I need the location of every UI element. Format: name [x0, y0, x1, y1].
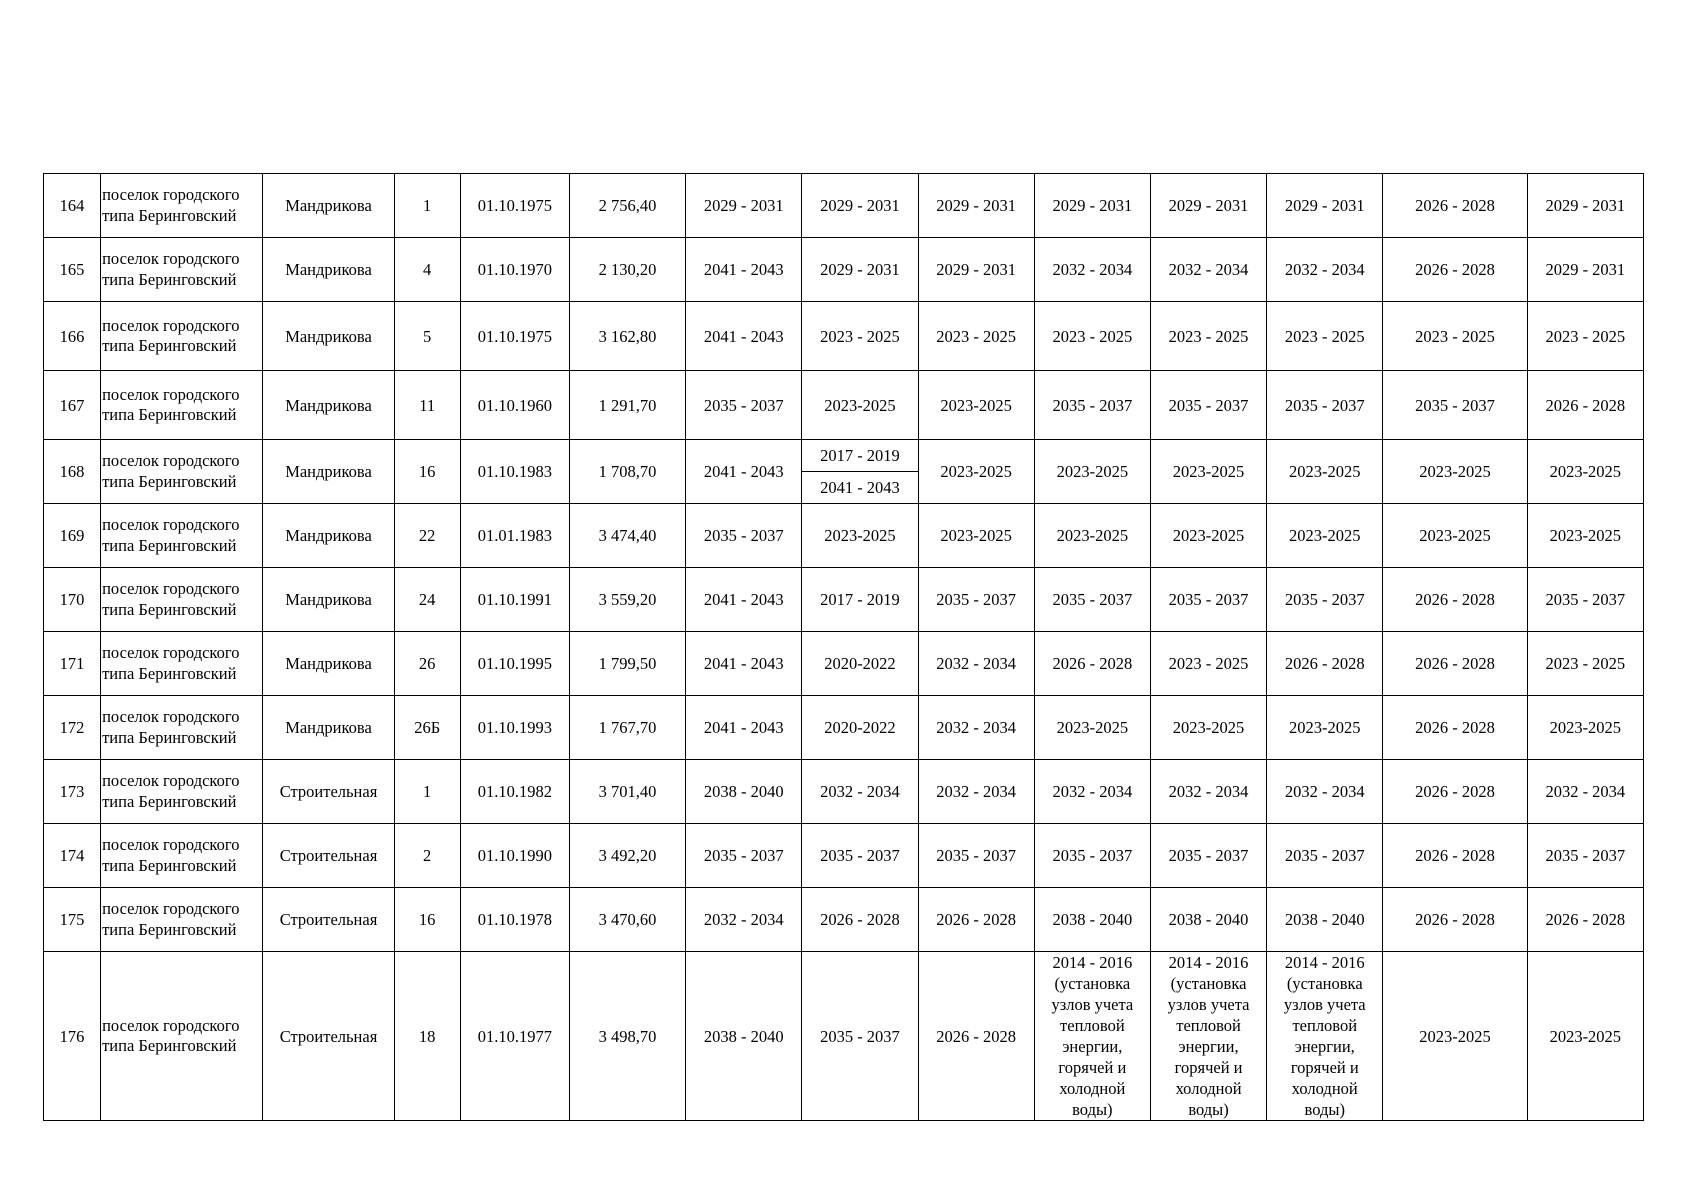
area-cell: 1 799,50	[569, 632, 685, 696]
repair-period-cell: 2026 - 2028	[1383, 696, 1527, 760]
repair-period-cell: 2026 - 2028	[1034, 632, 1150, 696]
repair-period-cell: 2023 - 2025	[1383, 302, 1527, 371]
table-row	[44, 174, 1644, 238]
commission-date-cell: 01.01.1983	[460, 504, 569, 568]
row-number-cell: 164	[44, 174, 101, 238]
repair-period-first: 2017 - 2019	[802, 440, 917, 472]
repair-period-cell: 2023 - 2025	[1527, 302, 1643, 371]
repair-period-cell: 2026 - 2028	[1383, 888, 1527, 952]
repair-period-cell: 2023-2025	[802, 371, 918, 440]
street-cell: Мандрикова	[263, 371, 394, 440]
repair-period-cell: 2023 - 2025	[1267, 302, 1383, 371]
commission-date-cell: 01.10.1982	[460, 760, 569, 824]
row-number-cell: 172	[44, 696, 101, 760]
street-cell: Мандрикова	[263, 504, 394, 568]
repair-period-cell: 2026 - 2028	[918, 952, 1034, 1121]
repair-period-cell: 2029 - 2031	[1527, 174, 1643, 238]
repair-period-cell: 2032 - 2034	[1034, 760, 1150, 824]
locality-cell: поселок городского типа Беринговский	[101, 371, 263, 440]
row-number-cell: 165	[44, 238, 101, 302]
repair-period-cell: 2038 - 2040	[1150, 888, 1266, 952]
row-number-cell: 170	[44, 568, 101, 632]
area-cell: 3 162,80	[569, 302, 685, 371]
area-cell: 2 756,40	[569, 174, 685, 238]
repair-period-cell: 2035 - 2037	[918, 568, 1034, 632]
table-row	[44, 302, 1644, 371]
house-number-cell: 18	[394, 952, 460, 1121]
repair-period-cell: 2029 - 2031	[1267, 174, 1383, 238]
row-number-cell: 173	[44, 760, 101, 824]
area-cell: 2 130,20	[569, 238, 685, 302]
house-number-cell: 16	[394, 888, 460, 952]
repair-period-cell: 2020-2022	[802, 632, 918, 696]
street-cell: Мандрикова	[263, 440, 394, 504]
street-cell: Мандрикова	[263, 696, 394, 760]
commission-date-cell: 01.10.1960	[460, 371, 569, 440]
commission-date-cell: 01.10.1995	[460, 632, 569, 696]
repair-period-cell: 2029 - 2031	[1034, 174, 1150, 238]
locality-cell: поселок городского типа Беринговский	[101, 760, 263, 824]
house-number-cell: 22	[394, 504, 460, 568]
repair-period-cell: 2035 - 2037	[1150, 371, 1266, 440]
repair-period-cell: 2041 - 2043	[686, 440, 802, 504]
repair-period-cell: 2023 - 2025	[1150, 632, 1266, 696]
locality-cell: поселок городского типа Беринговский	[101, 174, 263, 238]
repair-period-cell: 2041 - 2043	[686, 696, 802, 760]
repair-period-cell: 2026 - 2028	[1383, 632, 1527, 696]
repair-period-cell: 2017 - 2019	[802, 568, 918, 632]
row-number-cell: 176	[44, 952, 101, 1121]
repair-period-cell: 2041 - 2043	[686, 632, 802, 696]
repair-period-cell: 2023-2025	[1150, 696, 1266, 760]
repair-period-cell: 2032 - 2034	[918, 632, 1034, 696]
repair-period-cell: 2035 - 2037	[1267, 568, 1383, 632]
table-row	[44, 238, 1644, 302]
repair-period-cell: 2035 - 2037	[1267, 824, 1383, 888]
house-number-cell: 11	[394, 371, 460, 440]
repair-period-cell: 2023-2025	[802, 504, 918, 568]
row-number-cell: 166	[44, 302, 101, 371]
repair-period-cell: 2029 - 2031	[802, 238, 918, 302]
table-row	[44, 888, 1644, 952]
table-row	[44, 440, 1644, 504]
repair-period-cell: 2026 - 2028	[1527, 888, 1643, 952]
commission-date-cell: 01.10.1978	[460, 888, 569, 952]
repair-period-cell: 2026 - 2028	[1527, 371, 1643, 440]
table-row	[44, 952, 1644, 1121]
repair-period-cell: 2026 - 2028	[918, 888, 1034, 952]
table-row	[44, 568, 1644, 632]
repair-period-cell: 2023-2025	[1150, 504, 1266, 568]
house-number-cell: 1	[394, 174, 460, 238]
repair-period-cell: 2023-2025	[1527, 504, 1643, 568]
row-number-cell: 175	[44, 888, 101, 952]
repair-period-cell: 2029 - 2031	[1150, 174, 1266, 238]
repair-period-cell: 2026 - 2028	[1267, 632, 1383, 696]
house-number-cell: 16	[394, 440, 460, 504]
street-cell: Мандрикова	[263, 568, 394, 632]
house-number-cell: 2	[394, 824, 460, 888]
repair-period-cell: 2026 - 2028	[1383, 824, 1527, 888]
repair-period-cell: 2032 - 2034	[1267, 760, 1383, 824]
repair-period-cell: 2032 - 2034	[1527, 760, 1643, 824]
repair-period-cell: 2026 - 2028	[1383, 174, 1527, 238]
repair-period-cell: 2035 - 2037	[1034, 568, 1150, 632]
repair-period-cell: 2038 - 2040	[686, 760, 802, 824]
repair-period-cell: 2032 - 2034	[1267, 238, 1383, 302]
repair-period-cell: 2023-2025	[1267, 696, 1383, 760]
row-number-cell: 171	[44, 632, 101, 696]
street-cell: Мандрикова	[263, 302, 394, 371]
repair-period-cell: 2035 - 2037	[686, 371, 802, 440]
area-cell: 1 767,70	[569, 696, 685, 760]
repair-period-cell: 2014 - 2016 (установка узлов учета тепловой энергии, горячей и холодной воды)	[1267, 952, 1383, 1121]
locality-cell: поселок городского типа Беринговский	[101, 952, 263, 1121]
repair-period-cell: 2023-2025	[1267, 440, 1383, 504]
street-cell: Строительная	[263, 952, 394, 1121]
repair-period-cell: 2035 - 2037	[1527, 568, 1643, 632]
repair-period-cell: 2023-2025	[1383, 440, 1527, 504]
repair-period-cell: 2026 - 2028	[1383, 760, 1527, 824]
housing-repair-schedule-table	[43, 173, 1644, 1121]
repair-period-cell: 2035 - 2037	[802, 824, 918, 888]
repair-period-cell: 2029 - 2031	[802, 174, 918, 238]
house-number-cell: 24	[394, 568, 460, 632]
area-cell: 3 492,20	[569, 824, 685, 888]
table-body	[44, 174, 1644, 1121]
locality-cell: поселок городского типа Беринговский	[101, 824, 263, 888]
repair-period-cell: 2029 - 2031	[1527, 238, 1643, 302]
repair-period-cell: 2032 - 2034	[918, 696, 1034, 760]
repair-period-second: 2041 - 2043	[820, 478, 900, 497]
house-number-cell: 1	[394, 760, 460, 824]
area-cell: 3 474,40	[569, 504, 685, 568]
area-cell: 3 498,70	[569, 952, 685, 1121]
repair-period-cell-split	[802, 440, 918, 504]
repair-period-cell: 2035 - 2037	[1150, 568, 1266, 632]
repair-period-cell: 2023-2025	[1034, 440, 1150, 504]
house-number-cell: 4	[394, 238, 460, 302]
table-row	[44, 760, 1644, 824]
repair-period-cell: 2035 - 2037	[1150, 824, 1266, 888]
repair-period-cell: 2023-2025	[1383, 952, 1527, 1121]
row-number-cell: 174	[44, 824, 101, 888]
repair-period-cell: 2035 - 2037	[802, 952, 918, 1121]
repair-period-cell: 2029 - 2031	[918, 174, 1034, 238]
locality-cell: поселок городского типа Беринговский	[101, 888, 263, 952]
row-number-cell: 167	[44, 371, 101, 440]
street-cell: Мандрикова	[263, 238, 394, 302]
locality-cell: поселок городского типа Беринговский	[101, 696, 263, 760]
repair-period-cell: 2023 - 2025	[918, 302, 1034, 371]
repair-period-cell: 2023-2025	[1034, 696, 1150, 760]
repair-period-cell: 2035 - 2037	[1383, 371, 1527, 440]
repair-period-cell: 2035 - 2037	[1034, 824, 1150, 888]
repair-period-cell: 2026 - 2028	[1383, 568, 1527, 632]
repair-period-cell: 2029 - 2031	[686, 174, 802, 238]
repair-period-cell: 2035 - 2037	[686, 824, 802, 888]
repair-period-cell: 2026 - 2028	[802, 888, 918, 952]
locality-cell: поселок городского типа Беринговский	[101, 568, 263, 632]
table-row	[44, 632, 1644, 696]
repair-period-cell: 2023-2025	[1383, 504, 1527, 568]
repair-period-cell: 2023-2025	[1034, 504, 1150, 568]
repair-period-cell: 2035 - 2037	[1527, 824, 1643, 888]
street-cell: Мандрикова	[263, 632, 394, 696]
area-cell: 1 291,70	[569, 371, 685, 440]
area-cell: 3 701,40	[569, 760, 685, 824]
street-cell: Строительная	[263, 760, 394, 824]
row-number-cell: 169	[44, 504, 101, 568]
row-number-cell: 168	[44, 440, 101, 504]
area-cell: 3 559,20	[569, 568, 685, 632]
repair-period-cell: 2032 - 2034	[686, 888, 802, 952]
repair-period-cell: 2035 - 2037	[686, 504, 802, 568]
repair-period-cell: 2035 - 2037	[1034, 371, 1150, 440]
repair-period-cell: 2041 - 2043	[686, 568, 802, 632]
commission-date-cell: 01.10.1975	[460, 302, 569, 371]
locality-cell: поселок городского типа Беринговский	[101, 238, 263, 302]
repair-period-cell: 2032 - 2034	[1150, 760, 1266, 824]
street-cell: Строительная	[263, 888, 394, 952]
repair-period-cell: 2038 - 2040	[686, 952, 802, 1121]
repair-period-cell: 2023-2025	[918, 371, 1034, 440]
street-cell: Строительная	[263, 824, 394, 888]
repair-period-cell: 2014 - 2016 (установка узлов учета тепловой энергии, горячей и холодной воды)	[1150, 952, 1266, 1121]
locality-cell: поселок городского типа Беринговский	[101, 632, 263, 696]
locality-cell: поселок городского типа Беринговский	[101, 440, 263, 504]
repair-period-cell: 2023 - 2025	[1527, 632, 1643, 696]
area-cell: 1 708,70	[569, 440, 685, 504]
repair-period-cell: 2035 - 2037	[918, 824, 1034, 888]
house-number-cell: 26Б	[394, 696, 460, 760]
area-cell: 3 470,60	[569, 888, 685, 952]
repair-period-cell: 2023-2025	[918, 440, 1034, 504]
repair-period-cell: 2029 - 2031	[918, 238, 1034, 302]
commission-date-cell: 01.10.1990	[460, 824, 569, 888]
repair-period-cell: 2023 - 2025	[1034, 302, 1150, 371]
table-row	[44, 504, 1644, 568]
repair-period-cell: 2023-2025	[1527, 696, 1643, 760]
repair-period-cell: 2035 - 2037	[1267, 371, 1383, 440]
repair-period-cell: 2032 - 2034	[918, 760, 1034, 824]
commission-date-cell: 01.10.1977	[460, 952, 569, 1121]
repair-period-cell: 2032 - 2034	[1034, 238, 1150, 302]
repair-period-cell: 2020-2022	[802, 696, 918, 760]
commission-date-cell: 01.10.1991	[460, 568, 569, 632]
repair-period-cell: 2023-2025	[1267, 504, 1383, 568]
repair-period-cell: 2023-2025	[1527, 952, 1643, 1121]
commission-date-cell: 01.10.1993	[460, 696, 569, 760]
table-row	[44, 824, 1644, 888]
locality-cell: поселок городского типа Беринговский	[101, 504, 263, 568]
repair-period-cell: 2023-2025	[1527, 440, 1643, 504]
repair-period-cell: 2014 - 2016 (установка узлов учета тепловой энергии, горячей и холодной воды)	[1034, 952, 1150, 1121]
repair-period-cell: 2032 - 2034	[1150, 238, 1266, 302]
commission-date-cell: 01.10.1983	[460, 440, 569, 504]
repair-period-cell: 2038 - 2040	[1034, 888, 1150, 952]
commission-date-cell: 01.10.1970	[460, 238, 569, 302]
repair-period-cell: 2023 - 2025	[802, 302, 918, 371]
repair-period-cell: 2026 - 2028	[1383, 238, 1527, 302]
repair-period-cell: 2032 - 2034	[802, 760, 918, 824]
repair-period-cell: 2041 - 2043	[686, 302, 802, 371]
locality-cell: поселок городского типа Беринговский	[101, 302, 263, 371]
house-number-cell: 26	[394, 632, 460, 696]
commission-date-cell: 01.10.1975	[460, 174, 569, 238]
street-cell: Мандрикова	[263, 174, 394, 238]
table-row	[44, 696, 1644, 760]
repair-period-cell: 2023-2025	[918, 504, 1034, 568]
repair-period-cell: 2041 - 2043	[686, 238, 802, 302]
table-row	[44, 371, 1644, 440]
repair-period-cell: 2038 - 2040	[1267, 888, 1383, 952]
repair-period-cell: 2023-2025	[1150, 440, 1266, 504]
house-number-cell: 5	[394, 302, 460, 371]
repair-period-cell: 2023 - 2025	[1150, 302, 1266, 371]
